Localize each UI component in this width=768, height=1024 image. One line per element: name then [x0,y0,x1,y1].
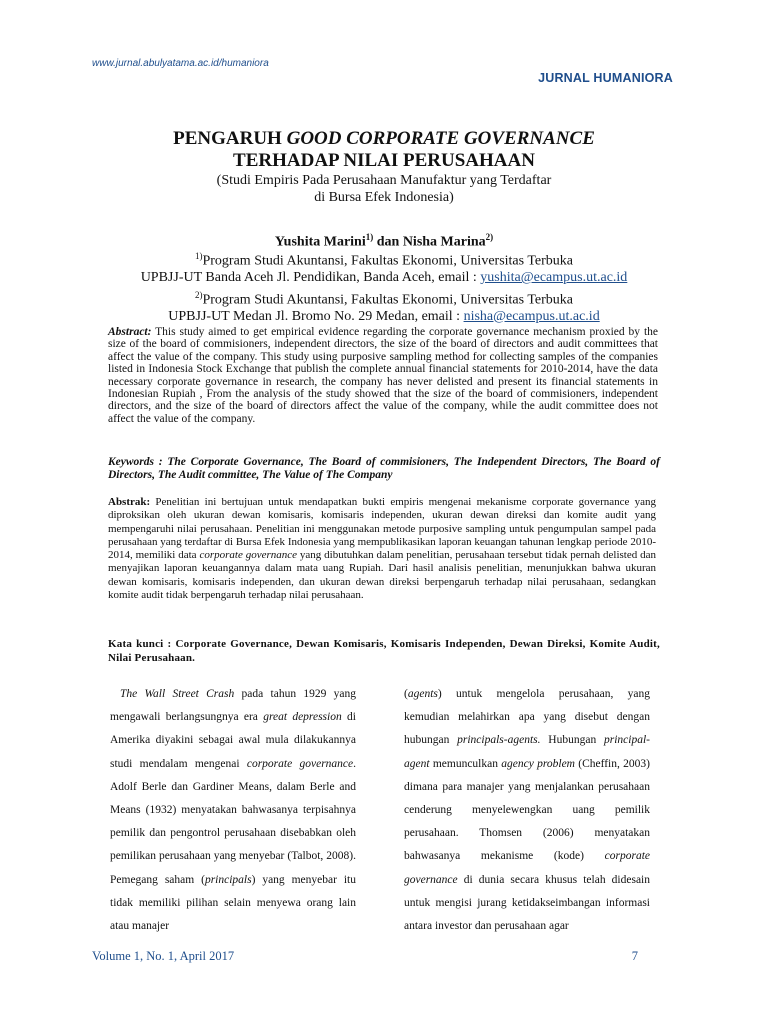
author-1: Yushita Marini [274,234,366,250]
subtitle-line1: (Studi Empiris Pada Perusahaan Manufaktur yang Terdaftar [216,173,552,188]
footer-volume: Volume 1, No. 1, April 2017 [92,949,235,963]
affiliations [0,248,768,325]
abstract-label: Abstract: [108,326,152,338]
journal-url[interactable]: www.jurnal.abulyatama.ac.id/humaniora [92,58,269,69]
author-1-sup: 1) [365,232,374,242]
author-2-sup: 2) [485,232,494,242]
body-paragraph-right [404,683,650,938]
author-separator: dan [373,234,403,250]
body-left-text-1: pada tahun 1929 yang mengawali berlangsungnya era [110,688,356,724]
body-paragraph-left [110,683,356,938]
abstract-text: This study aimed to get empirical evidence regarding the corporate governance mechanism proxied by the size of the board of commisioners, independent directors, the size of the board of directors and audit committees that affect the value of the company. This study using purposive sampling method for collecting samples of the companies listed in Indonesia Stock Exchange that publish the complete annual financial statements for 2010-2014, have the data necessary corporate governance in research, the company has never delisted and present its financial statements in Indonesian Rupiah , From the analysis of the study showed that the size of the board of commisioners, independent directors, and the size of the board of directors affect the value of the company, while the audit committee does not affect the value of the company. [108,326,658,425]
affiliation-2-sup: 2) [194,289,203,300]
body-right-italic-1: agents [407,688,438,700]
body-right-italic-4: agency problem [501,757,575,770]
body-left-italic-4: principals [204,873,252,886]
affiliation-2-address [0,309,768,326]
body-right-italic-5: corporate governance [404,850,650,886]
affiliation-2 [0,287,768,309]
body-column-left [110,683,356,938]
affiliation-2-text: Program Studi Akuntansi, Fakultas Ekonomi, Universitas Terbuka [202,292,573,308]
paper-title-line2: TERHADAP NILAI PERUSAHAAN [233,150,535,171]
email-link-2[interactable]: nisha@ecampus.ut.ac.id [463,308,600,324]
affiliation-1-sup: 1) [194,251,203,261]
journal-name: JURNAL HUMANIORA [538,71,673,85]
body-left-italic-3: corporate governance [246,757,354,770]
body-left-text-4: ) yang menyebar itu tidak memiliki pilihan selain menyewa orang lain atau manajer [110,873,356,933]
abstract-english [108,326,658,425]
affiliation-2-address-text: UPBJJ-UT Medan Jl. Bromo No. 29 Medan, email : [168,308,464,324]
email-link-1[interactable]: yushita@ecampus.ut.ac.id [480,270,628,286]
abstrak-text-1: Penelitian ini bertujuan untuk mendapatkan bukti empiris mengenai mekanisme corporate governance yang diproksikan oleh ukuran dewan komisaris, komisaris independen, ukuran dewan direksi dan komite audit yang mempengaruhi nilai perusahaan. Penelitian ini menggunakan metode purposive sampling untuk pengumpulan sampel pada perusahaan yang terdaftar di Bursa Efek Indonesia yang mempublikasikan laporan keuangan tahunan lengkap periode 2010-2014, memiliki data [108,496,656,562]
abstrak-text-2: yang dibutuhkan dalam penelitian, perusahaan tersebut tidak pernah delisted dan menyajikan laporan keuangannya dalam mata uang Rupiah. Dari hasil analisis penelitian, menunjukkan bahwa ukuran dewan komisaris, komisaris independen, dan ukuran dewan direksi berpengaruh terhadap nilai perusahaan, sedangkan komite audit tidak berpengaruh terhadap nilai perusahaan. [108,549,656,602]
affiliation-1-address [0,270,768,287]
paper-title-block [0,128,768,206]
body-right-text-3: Hubungan [540,734,604,747]
body-left-italic-2: great depression [263,711,342,724]
keywords-indonesian: Kata kunci : Corporate Governance, Dewan Komisaris, Komisaris Independen, Dewan Direksi, Komite Audit, Nilai Perusahaan. [108,638,660,664]
body-column-right [404,683,650,938]
title-italic: GOOD CORPORATE GOVERNANCE [286,128,595,149]
body-right-text-1: ( [404,688,408,700]
footer-page-number: 7 [631,949,638,963]
subtitle-line2: di Bursa Efek Indonesia) [314,190,454,205]
body-left-italic-1: The Wall Street Crash [120,688,235,700]
body-right-text-2: ) untuk mengelola perusahaan, yang kemudian melahirkan apa yang disebut dengan hubungan [404,688,650,747]
abstract-indonesian [108,496,656,602]
abstrak-label: Abstrak: [108,496,151,508]
body-right-text-5: (Cheffin, 2003) dimana para manajer yang menjalankan perusahaan cenderung menyelewengkan uang pemilik perusahaan. Thomsen (2006) menyatakan bahwasanya mekanisme (kode) [404,757,650,863]
affiliation-1-address-text: UPBJJ-UT Banda Aceh Jl. Pendidikan, Banda Aceh, email : [140,270,481,286]
affiliation-1-text: Program Studi Akuntansi, Fakultas Ekonomi, Universitas Terbuka [202,253,573,269]
keywords-english: Keywords : The Corporate Governance, The Board of commisioners, The Independent Directors, The Board of Directors, The Audit committee, The Value of The Company [108,456,660,481]
author-2: Nisha Marina [402,234,486,250]
body-right-italic-3: principal-agent [404,734,650,770]
body-right-italic-2: principals-agents. [457,734,541,747]
abstrak-italic: corporate governance [199,549,298,562]
title-prefix: PENGARUH [173,128,287,149]
body-left-text-3: . Adolf Berle dan Gardiner Means, dalam Berle and Means (1932) menyatakan bahwasanya terpisahnya pemilik dan pengontrol perusahaan disebabkan oleh pemilikan perusahaan yang menyebar (Talbot, 2008). Pemegang saham ( [110,757,357,886]
body-left-text-2: di Amerika diyakini sebagai awal mula dilakukannya studi mendalam mengenai [110,711,356,770]
body-right-text-4: memunculkan [429,757,502,770]
affiliation-1 [0,248,768,270]
paper-title-line1 [0,128,768,150]
body-right-text-6: di dunia secara khusus telah didesain untuk mengisi jurang ketidakseimbangan informasi antara investor dan perusahaan agar [404,873,650,933]
